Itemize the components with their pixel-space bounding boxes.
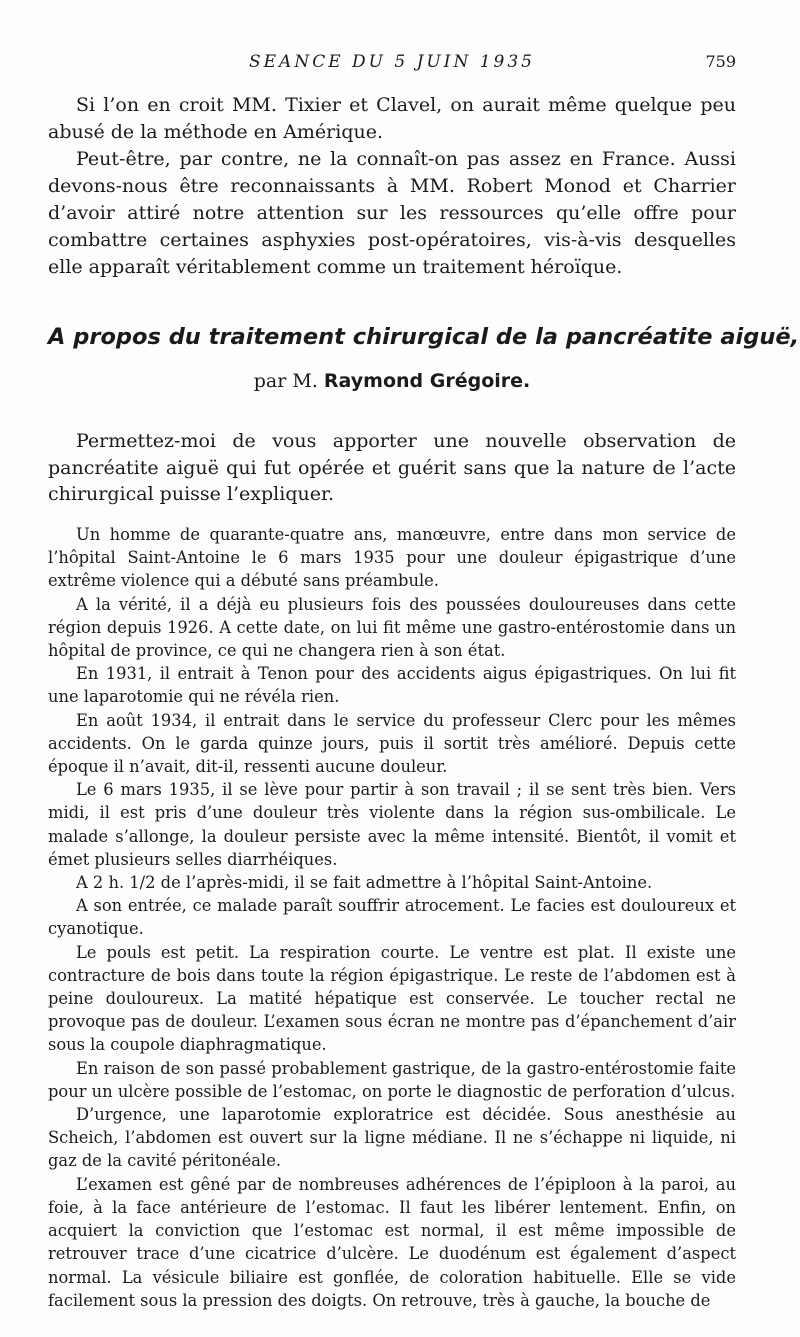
paragraph: Si l’on en croit MM. Tixier et Clavel, on aurait même quelque peu abusé de la méthode en Amérique.: [48, 94, 736, 143]
byline: [48, 370, 736, 392]
observation-paragraph: Le pouls est petit. La respiration courte. Le ventre est plat. Il existe une contracture de bois dans toute la région épigastrique. Le reste de l’abdomen est à peine douloureux. La matité hépatique est conservée. Le toucher rectal ne provoque pas de douleur. L’examen sous écran ne montre pas d’épanchement d’air sous la coupole diaphragmatique.: [48, 942, 736, 1055]
observation-paragraph: A la vérité, il a déjà eu plusieurs fois des poussées douloureuses dans cette région depuis 1926. A cette date, on lui fit même une gastro-entérostomie dans un hôpital de province, ce qui ne changera rien à son état.: [48, 594, 736, 661]
running-title: SEANCE DU 5 JUIN 1935: [248, 52, 535, 72]
paragraph: Peut-être, par contre, ne la connaît-on pas assez en France. Aussi devons-nous être reconnaissants à MM. Robert Monod et Charrier d’avoir attiré notre attention sur les ressources qu’elle offre pour combattre certaines asphyxies post-opératoires, vis-à-vis desquelles elle apparaît véritablement comme un traitement héroïque.: [48, 148, 736, 278]
intro-section: [48, 92, 736, 281]
paragraph: Permettez-moi de vous apporter une nouvelle observation de pancréatite aiguë qui fut opérée et guérit sans que la nature de l’acte chirurgical puisse l’expliquer.: [48, 430, 736, 505]
opening-section: [48, 428, 736, 508]
observation-paragraph: En raison de son passé probablement gastrique, de la gastro-entérostomie faite pour un ulcère possible de l’estomac, on porte le diagnostic de perforation d’ulcus.: [48, 1058, 736, 1101]
observation-paragraph: L’examen est gêné par de nombreuses adhérences de l’épiploon à la paroi, au foie, à la face antérieure de l’estomac. Il faut les libérer lentement. Enfin, on acquiert la conviction que l’estomac est normal, il est même impossible de retrouver trace d’une cicatrice d’ulcère. Le duodénum est également d’aspect normal. La vésicule biliaire est gonflée, de coloration habituelle. Elle se vide facilement sous la pression des doigts. On retrouve, très à gauche, la bouche de: [48, 1174, 736, 1310]
page-number: 759: [705, 52, 736, 71]
running-header: [48, 52, 736, 74]
article-title: A propos du traitement chirurgical de la pancréatite aiguë,: [48, 324, 800, 350]
case-observation: [48, 523, 736, 1312]
author-name: Raymond Grégoire.: [323, 370, 531, 392]
observation-paragraph: A 2 h. 1/2 de l’après-midi, il se fait admettre à l’hôpital Saint-Antoine.: [76, 873, 653, 893]
byline-prefix: par M.: [253, 370, 318, 392]
observation-paragraph: En 1931, il entrait à Tenon pour des accidents aigus épigastriques. On lui fit une laparotomie qui ne révéla rien.: [48, 664, 736, 707]
observation-paragraph: D’urgence, une laparotomie exploratrice est décidée. Sous anesthésie au Scheich, l’abdomen est ouvert sur la ligne médiane. Il ne s’échappe ni liquide, ni gaz de la cavité péritonéale.: [48, 1105, 736, 1171]
observation-paragraph: A son entrée, ce malade paraît souffrir atrocement. Le facies est douloureux et cyanotique.: [48, 896, 736, 939]
observation-paragraph: En août 1934, il entrait dans le service du professeur Clerc pour les mêmes accidents. On le garda quinze jours, puis il sortit très amélioré. Depuis cette époque il n’avait, dit-il, ressenti aucune douleur.: [48, 710, 736, 777]
observation-paragraph: Un homme de quarante-quatre ans, manœuvre, entre dans mon service de l’hôpital Saint-Antoine le 6 mars 1935 pour une douleur épigastrique d’une extrême violence qui a débuté sans préambule.: [48, 525, 736, 591]
observation-paragraph: Le 6 mars 1935, il se lève pour partir à son travail ; il se sent très bien. Vers midi, il est pris d’une douleur très violente dans la région sus-ombilicale. Le malade s’allonge, la douleur persiste avec la même intensité. Bientôt, il vomit et émet plusieurs selles diarrhéiques.: [48, 780, 736, 869]
